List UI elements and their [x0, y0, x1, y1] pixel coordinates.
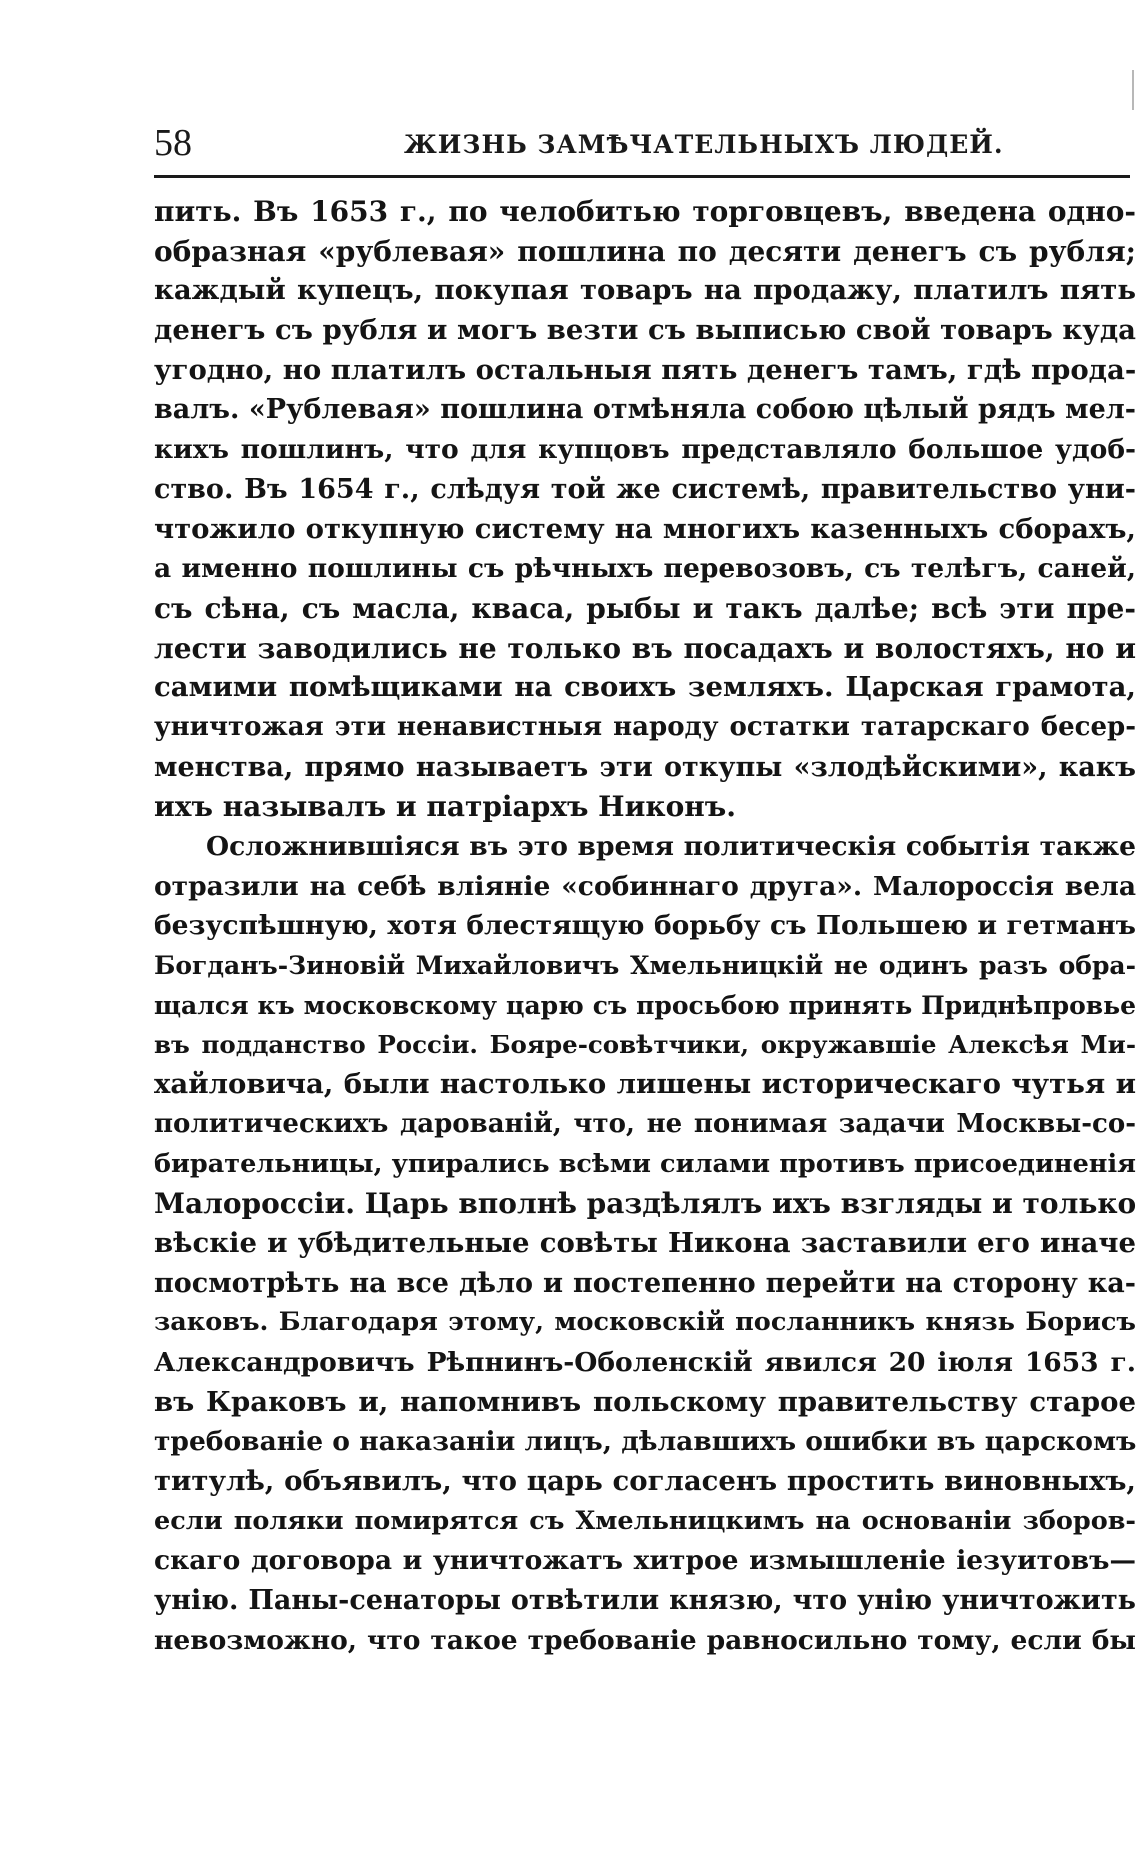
text-line: щался къ московскому царю съ просьбою принять Приднѣпровье	[154, 990, 1136, 1020]
running-title: ЖИЗНЬ ЗАМѢЧАТЕЛЬНЫХЪ ЛЮДЕЙ.	[404, 130, 1004, 159]
page-number: 58	[154, 122, 192, 164]
text-line: посмотрѣть на все дѣло и постепенно перейти на сторону ка-	[154, 1267, 1136, 1299]
text-line: заковъ. Благодаря этому, московскій посланникъ князь Борисъ	[154, 1307, 1136, 1338]
text-line: въ Краковъ и, напомнивъ польскому правительству старое	[154, 1385, 1136, 1418]
text-line: вѣскіе и убѣдительные совѣты Никона заставили его иначе	[154, 1226, 1136, 1259]
text-line: съ сѣна, съ масла, кваса, рыбы и такъ далѣе; всѣ эти пре-	[154, 591, 1136, 625]
text-line: пить. Въ 1653 г., по челобитью торговцевъ, введена одно-	[154, 195, 1136, 228]
text-line: менства, прямо называетъ эти откупы «злодѣйскими», какъ	[154, 751, 1136, 783]
header-rule	[154, 175, 1130, 178]
text-line: ство. Въ 1654 г., слѣдуя той же системѣ, правительство уни-	[154, 473, 1136, 505]
text-line: самими помѣщиками на своихъ земляхъ. Царская грамота,	[154, 671, 1136, 704]
text-line: кихъ пошлинъ, что для купцовъ представляло большое удоб-	[154, 434, 1136, 466]
body-text	[154, 192, 1136, 1660]
scan-edge-mark	[1132, 70, 1134, 110]
text-line: политическихъ дарованій, что, не понимая задачи Москвы-со-	[154, 1108, 1136, 1139]
text-line: уничтожая эти ненавистныя народу остатки татарскаго бесер-	[154, 711, 1136, 742]
page-header	[154, 120, 1130, 170]
text-line: въ подданство Россіи. Бояре-совѣтчики, окружавшіе Алексѣя Ми-	[154, 1030, 1136, 1060]
text-line: каждый купецъ, покупая товаръ на продажу, платилъ пять	[154, 274, 1136, 307]
text-line: скаго договора и уничтожатъ хитрое измышленіе іезуитовъ—	[154, 1545, 1136, 1577]
paragraph-end-line: ихъ называлъ и патріархъ Никонъ.	[154, 790, 737, 824]
text-line: бирательницы, упирались всѣми силами противъ присоединенія	[154, 1148, 1136, 1179]
text-line: унію. Паны-сенаторы отвѣтили князю, что унію уничтожить	[154, 1585, 1136, 1617]
text-line: Александровичъ Рѣпнинъ-Оболенскій явился 20 іюля 1653 г.	[154, 1346, 1136, 1378]
text-line: чтожило откупную систему на многихъ казенныхъ сборахъ,	[154, 512, 1136, 545]
text-line: денегъ съ рубля и могъ везти съ выписью свой товаръ куда	[154, 314, 1136, 347]
text-line: хайловича, были настолько лишены историческаго чутья и	[154, 1068, 1136, 1101]
text-line: требованіе о наказаніи лицъ, дѣлавшихъ ошибки въ царскомъ	[154, 1426, 1136, 1458]
text-line: лести заводились не только въ посадахъ и волостяхъ, но и	[154, 631, 1136, 665]
text-line: валъ. «Рублевая» пошлина отмѣняла собою цѣлый рядъ мел-	[154, 394, 1136, 426]
text-line: если поляки помирятся съ Хмельницкимъ на основаніи зборов-	[154, 1505, 1136, 1536]
text-line: Богданъ-Зиновій Михайловичъ Хмельницкій не одинъ разъ обра-	[154, 951, 1136, 981]
text-line: а именно пошлины съ рѣчныхъ перевозовъ, съ телѣгъ, саней,	[154, 553, 1136, 585]
text-line: невозможно, что такое требованіе равносильно тому, если бы	[154, 1624, 1136, 1656]
text-line: отразили на себѣ вліяніе «собиннаго друга». Малороссія вела	[154, 870, 1136, 902]
text-line: угодно, но платилъ остальныя пять денегъ тамъ, гдѣ прода-	[154, 353, 1136, 386]
text-line: безуспѣшную, хотя блестящую борьбу съ Польшею и гетманъ	[154, 910, 1136, 942]
text-line: титулѣ, объявилъ, что царь согласенъ простить виновныхъ,	[154, 1465, 1136, 1497]
paragraph-start-line: Осложнившіяся въ это время политическія событія также	[206, 831, 1136, 862]
text-line: Малороссіи. Царь вполнѣ раздѣлялъ ихъ взгляды и только	[154, 1187, 1136, 1221]
text-line: образная «рублевая» пошлина по десяти денегъ съ рубля;	[154, 234, 1136, 268]
